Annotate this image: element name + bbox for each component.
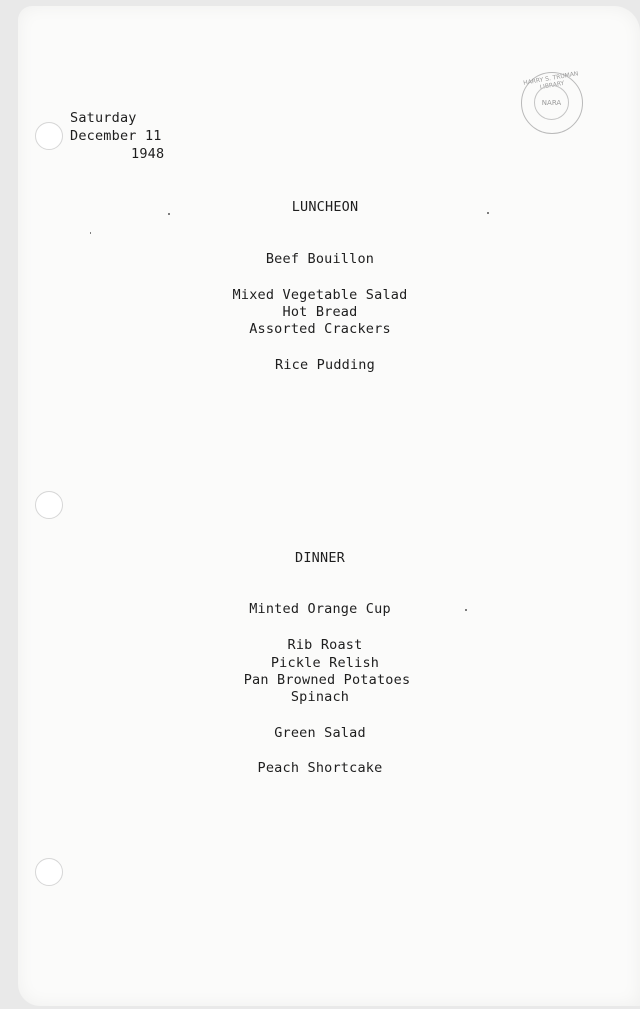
binder-hole xyxy=(35,858,63,886)
luncheon-item: Rice Pudding xyxy=(275,357,375,373)
binder-hole xyxy=(35,122,63,150)
luncheon-heading: LUNCHEON xyxy=(291,199,359,215)
archive-stamp xyxy=(521,72,583,134)
luncheon-item: Mixed Vegetable Salad xyxy=(232,287,408,303)
binder-hole xyxy=(35,491,63,519)
dinner-item: Pan Browned Potatoes xyxy=(243,672,411,688)
dinner-item: Peach Shortcake xyxy=(257,760,383,776)
paper-speck xyxy=(465,609,467,611)
stamp-label: NARA xyxy=(541,98,562,107)
luncheon-item: Hot Bread xyxy=(282,304,358,320)
dinner-item: Pickle Relish xyxy=(270,655,380,671)
date-day: Saturday xyxy=(70,110,137,126)
dinner-item: Spinach xyxy=(290,689,350,705)
paper-speck xyxy=(90,232,91,234)
dinner-item: Minted Orange Cup xyxy=(249,601,391,617)
paper-speck xyxy=(168,213,170,215)
stamp-ring-text: HARRY S. TRUMAN LIBRARY xyxy=(522,70,579,92)
paper-speck xyxy=(487,212,489,214)
date-year: 1948 xyxy=(131,146,165,162)
dinner-item: Rib Roast xyxy=(287,637,363,653)
dinner-item: Green Salad xyxy=(274,725,366,741)
luncheon-item: Beef Bouillon xyxy=(265,251,375,267)
luncheon-item: Assorted Crackers xyxy=(249,321,391,337)
date-month-day: December 11 xyxy=(70,128,162,144)
dinner-heading: DINNER xyxy=(295,550,345,566)
menu-page xyxy=(18,6,640,1006)
